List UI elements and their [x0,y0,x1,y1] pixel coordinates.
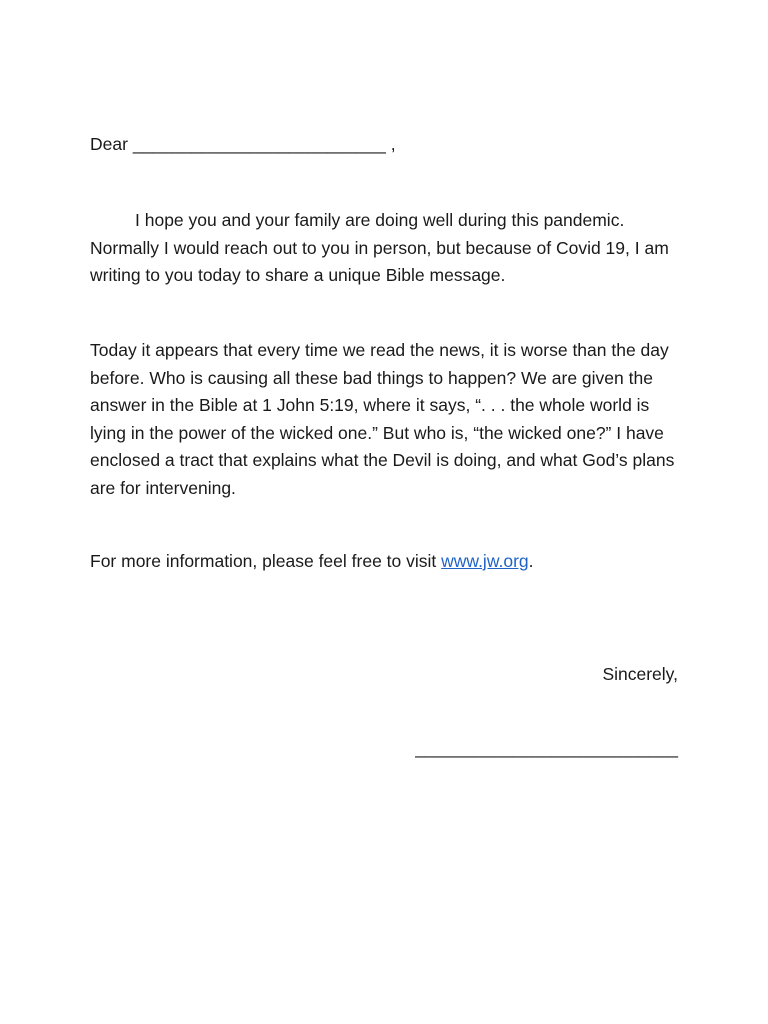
salutation-greeting: Dear [90,134,128,154]
website-link[interactable]: www.jw.org [441,551,529,571]
paragraph-scripture: Today it appears that every time we read the news, it is worse than the day before. Who is causing all these bad things to happen? We are given the answer in the Bible at 1 John 5:19, where it says, “. . . the whole world is lying in the power of the wicked one.” But who is, “the wicked one?” I have enclosed a tract that explains what the Devil is doing, and what God’s plans are for intervening. [90,340,675,498]
salutation-comma: , [385,134,396,154]
salutation-line [90,131,680,159]
more-info-text: For more information, please feel free to visit [90,551,442,571]
recipient-name-blank: __________________________ [132,134,386,154]
signature-line: ___________________________ [415,738,678,758]
paragraph-more-info [90,548,680,576]
paragraph-intro: I hope you and your family are doing well during this pandemic. Normally I would reach out to you in person, but because of Covid 19, I am writing to you today to share a unique Bible message. [90,210,669,285]
more-info-period: . [528,551,534,571]
closing-sincerely: Sincerely, [602,664,678,684]
